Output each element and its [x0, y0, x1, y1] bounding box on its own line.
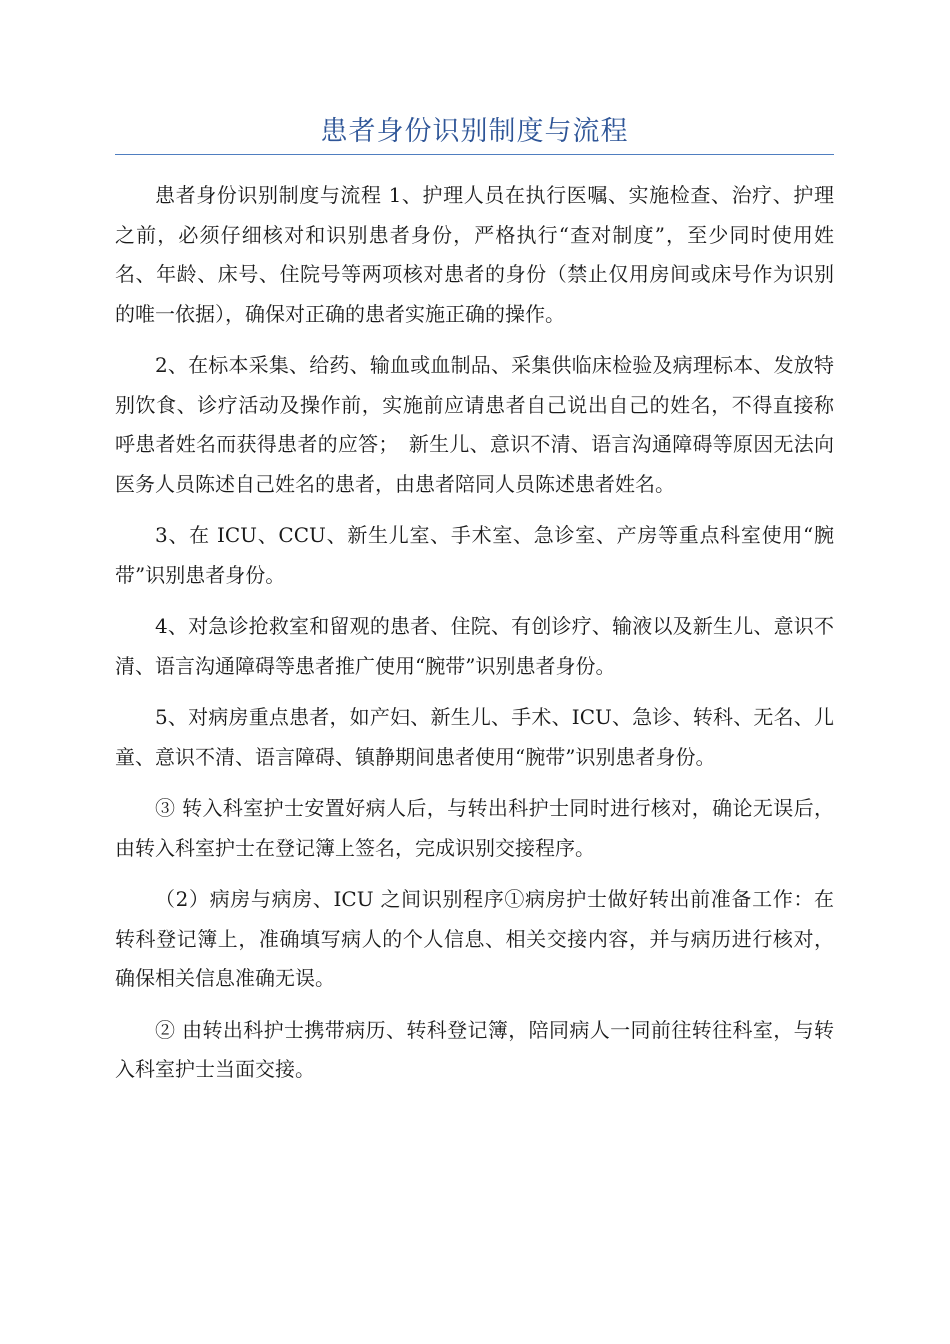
paragraph-8: ② 由转出科护士携带病历、转科登记簿，陪同病人一同前往转往科室，与转入科室护士当面交接。	[115, 1017, 834, 1081]
paragraph-6: ③ 转入科室护士安置好病人后，与转出科护士同时进行核对，确论无误后，由转入科室护士在登记簿上签名，完成识别交接程序。	[115, 796, 834, 860]
document-title: 患者身份识别制度与流程	[320, 116, 629, 147]
paragraph-4: 4、对急诊抢救室和留观的患者、住院、有创诊疗、输液以及新生儿、意识不清、语言沟通障碍等患者推广使用“腕带”识别患者身份。	[115, 614, 834, 678]
paragraph-1: 患者身份识别制度与流程 1、护理人员在执行医嘱、实施检查、治疗、护理之前，必须仔细核对和识别患者身份，严格执行“查对制度”，至少同时使用姓名、年龄、床号、住院号等两项核对患者的身份（禁止仅用房间或床号作为识别的唯一依据），确保对正确的患者实施正确的操作。	[115, 183, 834, 326]
paragraph-3: 3、在 ICU、CCU、新生儿室、手术室、急诊室、产房等重点科室使用“腕带”识别患者身份。	[115, 523, 834, 587]
paragraph-2: 2、在标本采集、给药、输血或血制品、采集供临床检验及病理标本、发放特别饮食、诊疗活动及操作前，实施前应请患者自己说出自己的姓名，不得直接称呼患者姓名而获得患者的应答； 新生儿、意识不清、语言沟通障碍等原因无法向医务人员陈述自己姓名的患者，由患者陪同人员陈述患者姓名。	[115, 353, 834, 496]
title-underline	[115, 154, 834, 155]
paragraph-5: 5、对病房重点患者，如产妇、新生儿、手术、ICU、急诊、转科、无名、儿童、意识不清、语言障碍、镇静期间患者使用“腕带”识别患者身份。	[115, 705, 834, 769]
document-body	[115, 176, 834, 1102]
paragraph-7: （2）病房与病房、ICU 之间识别程序①病房护士做好转出前准备工作：在转科登记簿上，准确填写病人的个人信息、相关交接内容，并与病历进行核对，确保相关信息准确无误。	[115, 887, 834, 990]
